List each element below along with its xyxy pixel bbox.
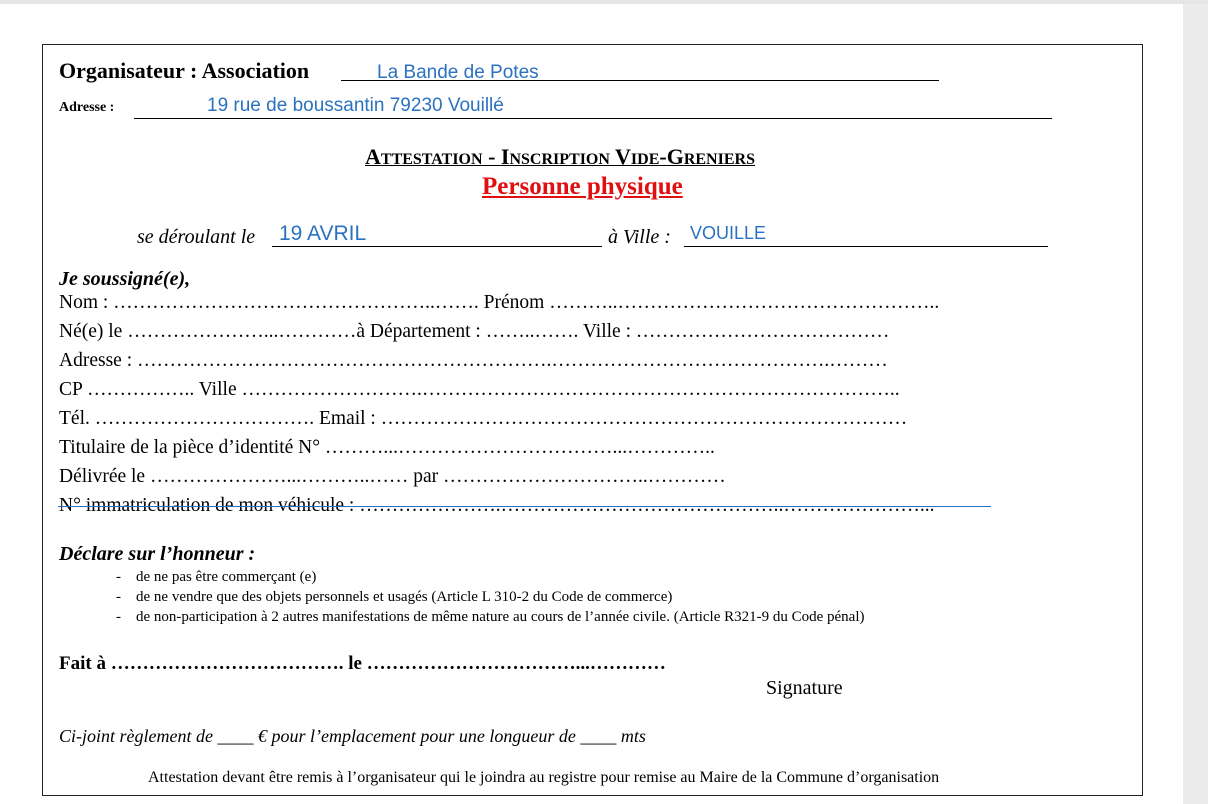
immatriculation-strikethrough bbox=[58, 506, 991, 507]
adresse-label: Adresse : bbox=[59, 100, 115, 115]
declaration-item: - de non-participation à 2 autres manifestations de même nature au cours de l’année civile. (Article R321-9 du Code pénal) bbox=[116, 609, 865, 625]
immatriculation-row: N° immatriculation de mon véhicule : ………………….……………………………………..…………………... bbox=[59, 495, 935, 516]
signature-label: Signature bbox=[766, 677, 843, 699]
attestation-note: Attestation devant être remis à l’organisateur qui le joindra au registre pour remise au Maire de la Commune d’organisation bbox=[148, 769, 940, 786]
tel-email-row: Tél. ……………………………. Email : ……………………………………………………………………… bbox=[59, 408, 908, 429]
date-underline bbox=[272, 246, 602, 247]
piece-identite-row: Titulaire de la pièce d’identité N° ………...……………………………...………….. bbox=[59, 437, 715, 458]
delivree-row: Délivrée le …………………...………..…… par …………………………..………… bbox=[59, 466, 726, 487]
form-subtitle: Personne physique bbox=[482, 173, 683, 200]
date-label: se déroulant le bbox=[137, 226, 256, 248]
cp-ville-row: CP …………….. Ville ……………………….……………………………………………………………….. bbox=[59, 379, 900, 400]
fait-a-row: Fait à ………………………………. le ……………………………...………… bbox=[59, 653, 666, 674]
nom-prenom-row: Nom : …………………………………………..……. Prénom ………..………………………………………….. bbox=[59, 292, 940, 313]
declaration-item: - de ne vendre que des objets personnels et usagés (Article L 310-2 du Code de commerce) bbox=[116, 589, 673, 605]
adresse-field[interactable]: 19 rue de boussantin 79230 Vouillé bbox=[207, 95, 504, 116]
declaration-item: - de ne pas être commerçant (e) bbox=[116, 569, 317, 585]
top-divider bbox=[0, 0, 1208, 4]
ville-field[interactable]: VOUILLE bbox=[690, 223, 767, 243]
organisateur-label: Organisateur : Association bbox=[59, 58, 310, 83]
reglement-row: Ci-joint règlement de ____ € pour l’emplacement pour une longueur de ____ mts bbox=[59, 726, 646, 746]
declaration-heading: Déclare sur l’honneur : bbox=[59, 543, 256, 565]
ville-underline bbox=[684, 246, 1048, 247]
adresse-row: Adresse : ……………………………………………………….…………………………………….……… bbox=[59, 350, 888, 371]
form-title: ATTESTATION - INSCRIPTION VIDE-GRENIERS bbox=[365, 144, 755, 169]
adresse-underline bbox=[134, 118, 1052, 119]
soussigne-heading: Je soussigné(e), bbox=[59, 268, 191, 290]
naissance-row: Né(e) le …………………...…………à Département : ……..……. Ville : ………………………………… bbox=[59, 321, 890, 342]
organisateur-field[interactable]: La Bande de Potes bbox=[377, 62, 539, 83]
date-field[interactable]: 19 AVRIL bbox=[279, 222, 367, 245]
ville-label: à Ville : bbox=[608, 226, 671, 248]
